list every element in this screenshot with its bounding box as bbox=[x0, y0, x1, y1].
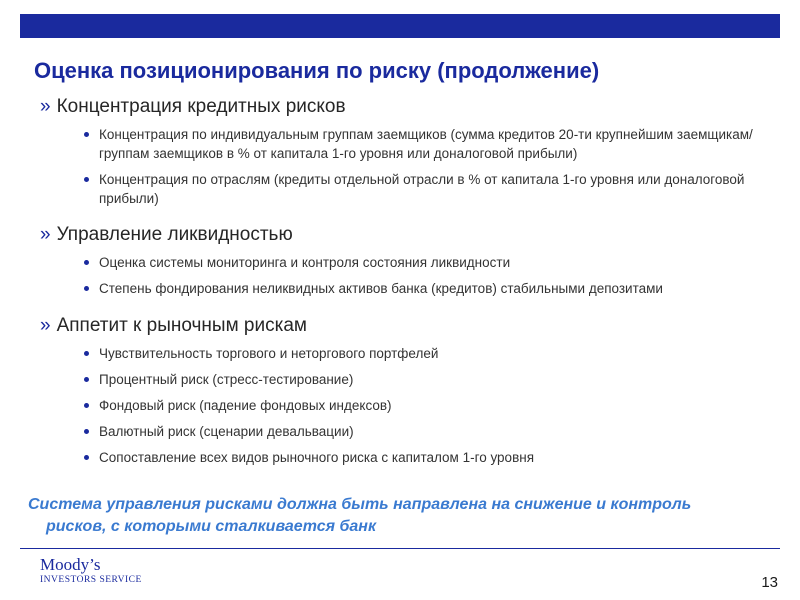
section-credit-concentration bbox=[40, 96, 760, 208]
section-heading bbox=[40, 96, 760, 118]
logo-name: Moody’s bbox=[40, 555, 101, 574]
conclusion-text bbox=[28, 494, 788, 538]
bullet-dot-icon bbox=[84, 429, 89, 434]
section-heading bbox=[40, 315, 760, 337]
bullet-dot-icon bbox=[84, 177, 89, 182]
bullet-item: Процентный риск (стресс-тестирование) bbox=[40, 370, 760, 389]
section-market-risk bbox=[40, 315, 760, 467]
page-number: 13 bbox=[761, 574, 778, 591]
chevron-icon: » bbox=[40, 224, 51, 245]
chevron-icon: » bbox=[40, 315, 51, 336]
bullet-dot-icon bbox=[84, 260, 89, 265]
section-heading-text: Концентрация кредитных рисков bbox=[56, 96, 346, 117]
footer-divider bbox=[20, 548, 780, 549]
logo-tagline: INVESTORS SERVICE bbox=[40, 575, 142, 585]
bullet-item: Оценка системы мониторинга и контроля состояния ликвидности bbox=[40, 253, 760, 272]
bullet-dot-icon bbox=[84, 286, 89, 291]
bullet-item: Фондовый риск (падение фондовых индексов) bbox=[40, 396, 760, 415]
bullet-dot-icon bbox=[84, 351, 89, 356]
bullet-item: Концентрация по отраслям (кредиты отдельной отрасли в % от капитала 1-го уровня или доналоговой прибыли) bbox=[40, 170, 760, 208]
section-liquidity bbox=[40, 224, 760, 298]
bullet-item: Степень фондирования неликвидных активов банка (кредитов) стабильными депозитами bbox=[40, 279, 760, 298]
bullet-dot-icon bbox=[84, 455, 89, 460]
bullet-item: Концентрация по индивидуальным группам заемщиков (сумма кредитов 20-ти крупнейшим заемщикам/группам заемщиков в % от капитала 1-го уровня или доналоговой прибыли) bbox=[40, 125, 760, 163]
bullet-list bbox=[40, 125, 760, 208]
moodys-logo bbox=[40, 556, 142, 586]
chevron-icon: » bbox=[40, 96, 51, 117]
section-heading-text: Аппетит к рыночным рискам bbox=[56, 315, 307, 336]
slide-title: Оценка позиционирования по риску (продолжение) bbox=[34, 58, 600, 83]
bullet-item: Чувствительность торгового и неторгового портфелей bbox=[40, 344, 760, 363]
bullet-item: Валютный риск (сценарии девальвации) bbox=[40, 422, 760, 441]
bullet-list bbox=[40, 253, 760, 298]
bullet-dot-icon bbox=[84, 377, 89, 382]
section-heading-text: Управление ликвидностью bbox=[56, 224, 293, 245]
bullet-item: Сопоставление всех видов рыночного риска с капиталом 1-го уровня bbox=[40, 448, 760, 467]
conclusion-line-1: Система управления рисками должна быть направлена на снижение и контроль bbox=[28, 496, 692, 513]
conclusion-line-2: рисков, с которыми сталкивается банк bbox=[46, 518, 377, 535]
section-heading bbox=[40, 224, 760, 246]
bullet-dot-icon bbox=[84, 403, 89, 408]
bullet-dot-icon bbox=[84, 132, 89, 137]
header-bar bbox=[20, 14, 780, 38]
bullet-list bbox=[40, 344, 760, 467]
